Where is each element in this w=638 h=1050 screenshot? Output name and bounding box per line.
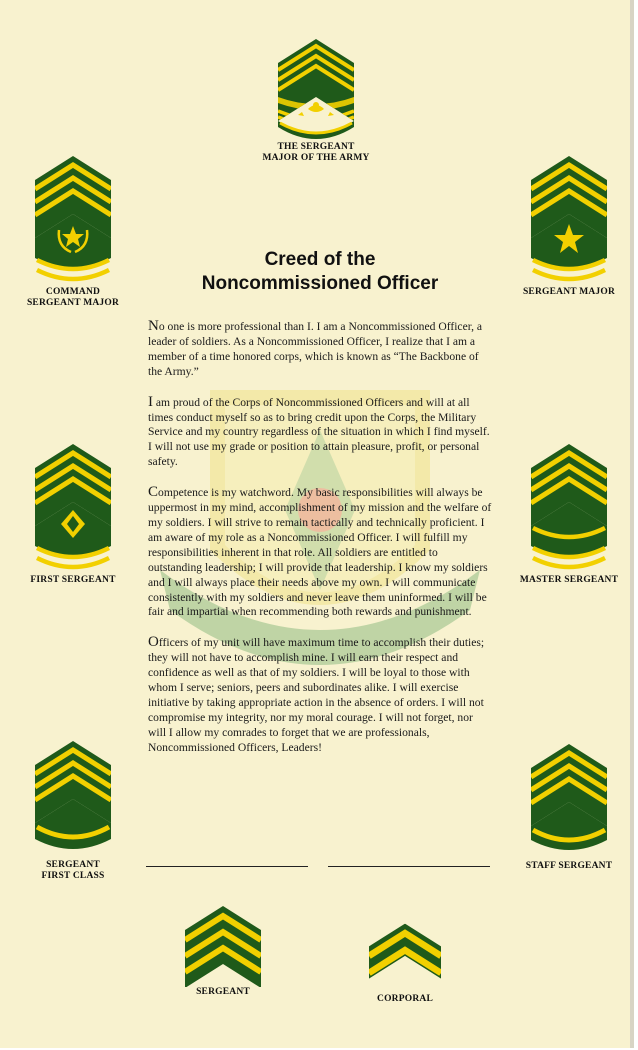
rank-sergeant-first-class [16, 740, 130, 882]
first-sergeant-insignia [34, 443, 112, 575]
master-sergeant-insignia [530, 443, 608, 575]
rank-label: MASTER SERGEANT [519, 575, 619, 585]
rank-label: CORPORAL [377, 994, 433, 1004]
rank-staff-sergeant [509, 743, 629, 872]
paragraph-text: fficers of my unit will have maximum time to accomplish their duties; they will not have to accomplish mine. I will earn their respect and confidence as well as that of my soldiers. I will be loyal to those with whom I serve; seniors, peers and subordinates alike. I will exercise initiative by taking appropriate action in the absence of orders. I will not compromise my integrity, nor my moral courage. I will not forget, nor will I allow my comrades to forget that we are professionals, Noncommissioned Officers, Leaders! [148, 636, 485, 754]
rank-label: STAFF SERGEANT [525, 861, 613, 871]
drop-letter: N [148, 318, 159, 334]
creed-title [150, 248, 490, 296]
command-sergeant-major-insignia [34, 155, 112, 287]
creed-paragraph-3 [148, 485, 493, 620]
title-line-1: Creed of the [264, 249, 376, 270]
drop-letter: C [148, 484, 159, 501]
rank-sergeant-major-of-army [256, 38, 376, 164]
sergeant-major-of-army-insignia [277, 38, 355, 142]
rank-label: SERGEANT MAJOR [522, 287, 616, 297]
creed-paragraph-2 [148, 395, 493, 471]
creed-paragraph-4 [148, 635, 493, 755]
signature-line-right[interactable] [328, 866, 490, 867]
rank-master-sergeant [509, 443, 629, 586]
paragraph-text: o one is more professional than I. I am a Noncommissioned Officer, a leader of soldiers. As a Noncommissioned Officer, I realize that I am a member of a time honored corps, which is known as “The Backbone of the Army.” [148, 320, 483, 378]
rank-first-sergeant [16, 443, 130, 586]
staff-sergeant-insignia [530, 743, 608, 861]
sergeant-first-class-insignia [34, 740, 112, 860]
signature-line-left[interactable] [146, 866, 308, 867]
rank-command-sergeant-major [16, 155, 130, 309]
creed-body [148, 319, 493, 771]
rank-label: SERGEANT FIRST CLASS [41, 860, 105, 881]
rank-sergeant [168, 905, 278, 998]
rank-label: COMMAND SERGEANT MAJOR [26, 287, 120, 308]
drop-letter: I [148, 393, 153, 410]
drop-letter: O [148, 634, 159, 651]
title-line-2: Noncommissioned Officer [201, 273, 439, 294]
rank-label: FIRST SERGEANT [30, 575, 116, 585]
paragraph-text: am proud of the Corps of Noncommissioned Officers and will at all times conduct myself so as to bring credit upon the Corps, the Military Service and my country regardless of the situation in which I find myself. I will not use my grade or position to attain pleasure, profit, or personal safety. [148, 395, 490, 469]
sergeant-major-insignia [530, 155, 608, 287]
corporal-insignia [368, 922, 442, 986]
paragraph-text: ompetence is my watchword. My basic responsibilities will always be uppermost in my mind, accomplishment of my mission and the welfare of my soldiers. I will strive to remain tactically and technically proficient. I am aware of my role as a Noncommissioned Officer. I will fulfill my responsibilities inherent in that role. All soldiers are entitled to outstanding leadership; I will provide that leadership. I know my soldiers and I will always place their needs above my own. I will communicate consistently with my soldiers and never leave them uninformed. I will be fair and impartial when recommending both rewards and punishment. [148, 486, 492, 619]
rank-label: THE SERGEANT MAJOR OF THE ARMY [262, 142, 370, 163]
sergeant-insignia [184, 905, 262, 987]
creed-paragraph-1 [148, 319, 493, 380]
rank-label: SERGEANT [196, 987, 250, 997]
rank-sergeant-major [509, 155, 629, 298]
rank-corporal [350, 922, 460, 1005]
